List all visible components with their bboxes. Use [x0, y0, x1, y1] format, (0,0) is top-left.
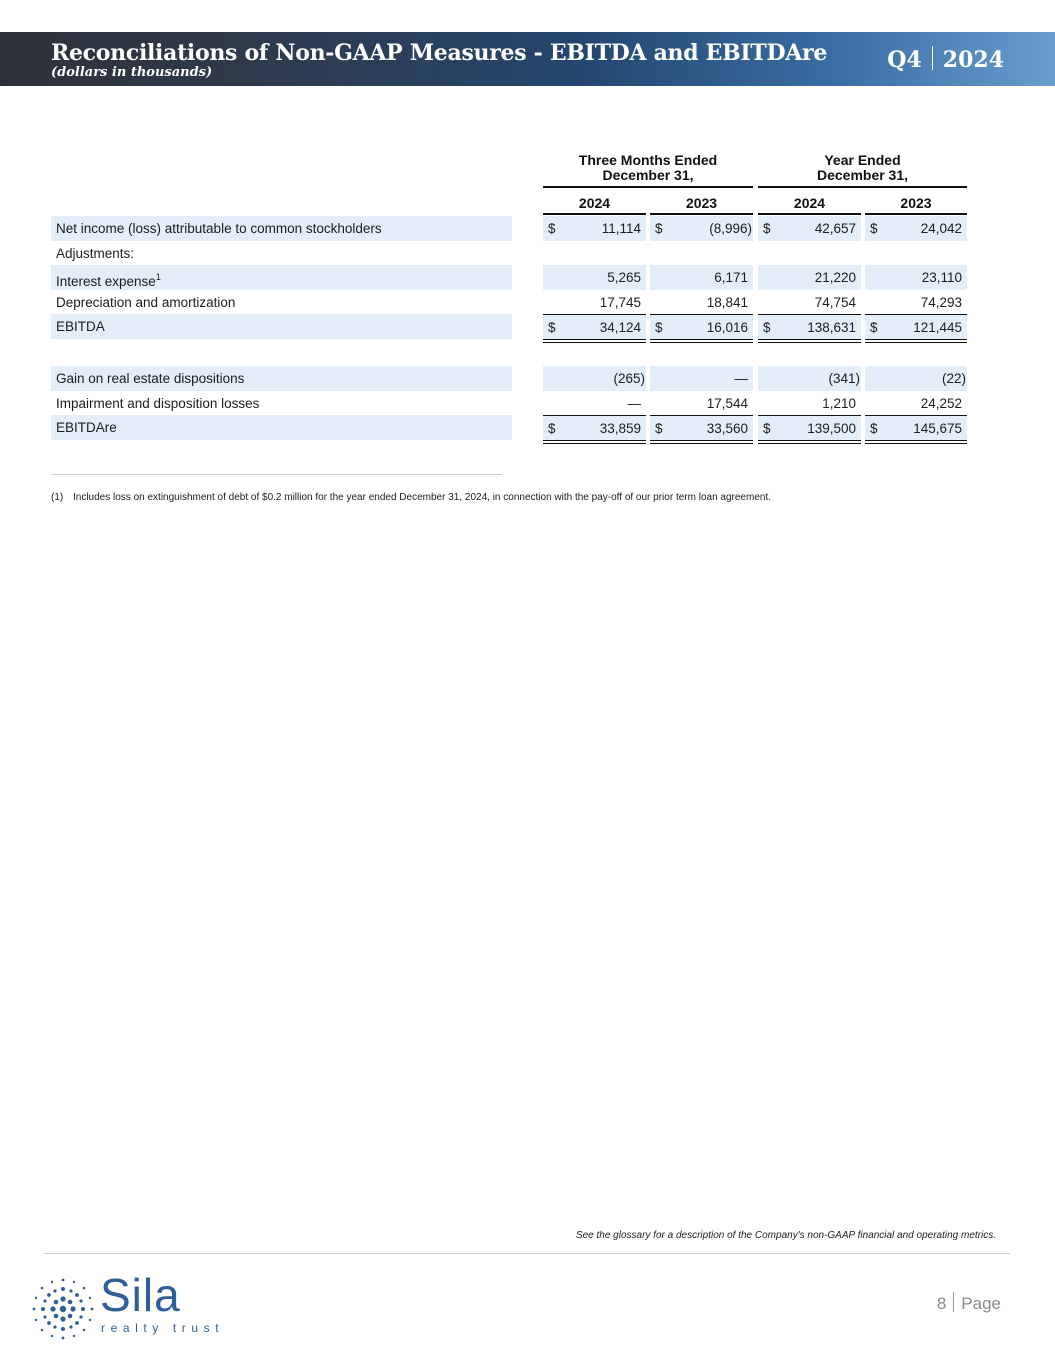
- value-cell: [758, 366, 861, 391]
- column-underline: [543, 213, 646, 215]
- value-cell: [865, 265, 967, 290]
- column-underline: [865, 213, 967, 215]
- value-cell: [865, 314, 967, 339]
- cell-value: 23,110: [921, 270, 962, 285]
- value-cell: [650, 391, 753, 416]
- group-header-line1: Year Ended: [824, 152, 901, 168]
- value-cell: [650, 366, 753, 391]
- value-cell: [758, 314, 861, 339]
- dollar-sign: $: [655, 421, 663, 436]
- value-cell: [758, 415, 861, 440]
- group-header-line2: December 31,: [816, 167, 909, 183]
- column-header-year: 2023: [685, 195, 718, 211]
- value-cell: [758, 391, 861, 416]
- value-cell: [543, 216, 646, 241]
- cell-value: 11,114: [601, 221, 641, 236]
- value-cell: [865, 391, 967, 416]
- value-cell: [650, 415, 753, 440]
- cell-value: 145,675: [913, 421, 962, 436]
- row-label: Adjustments:: [56, 246, 135, 261]
- table-row-ebitda: [0, 314, 1055, 339]
- row-label: EBITDA: [51, 314, 512, 339]
- cell-value: 24,042: [920, 221, 962, 236]
- dollar-sign: $: [548, 320, 556, 335]
- dollar-sign: $: [870, 320, 878, 335]
- group-header-line1: Three Months Ended: [578, 152, 718, 168]
- value-cell: [543, 366, 646, 391]
- cell-value: —: [627, 396, 641, 411]
- dollar-sign: $: [548, 221, 556, 236]
- dollar-sign: $: [763, 421, 771, 436]
- cell-value: (22): [941, 371, 966, 386]
- page-title: Reconciliations of Non-GAAP Measures - EBITDA and EBITDAre: [51, 40, 828, 66]
- cell-value: 21,220: [814, 270, 856, 285]
- dollar-sign: $: [763, 320, 771, 335]
- footnote-divider: [51, 474, 502, 475]
- footer-divider: [44, 1253, 1010, 1254]
- row-label: Depreciation and amortization: [56, 295, 236, 310]
- cell-value: 74,754: [814, 295, 856, 310]
- page-label: Page: [961, 1294, 1001, 1313]
- footnote-number: (1): [51, 492, 64, 503]
- cell-value: 33,560: [706, 421, 748, 436]
- glossary-note: See the glossary for a description of the Company's non-GAAP financial and operating metrics.: [575, 1230, 996, 1241]
- cell-value: 42,657: [814, 221, 856, 236]
- group-header-year-ended: [758, 153, 967, 183]
- row-label: Net income (loss) attributable to common stockholders: [51, 216, 512, 241]
- value-cell: [650, 290, 753, 315]
- cell-value: 16,016: [706, 320, 748, 335]
- period-divider: [932, 46, 933, 70]
- cell-value: 24,252: [920, 396, 962, 411]
- column-header-year: 2023: [900, 195, 932, 211]
- dollar-sign: $: [870, 421, 878, 436]
- value-cell: [758, 265, 861, 290]
- column-underline: [758, 213, 861, 215]
- page-number-value: 8: [936, 1294, 947, 1313]
- cell-value: 138,631: [807, 320, 856, 335]
- logo-wordmark: Sila: [100, 1269, 181, 1321]
- dollar-sign: $: [548, 421, 556, 436]
- footnote-text: Includes loss on extinguishment of debt of $0.2 million for the year ended December 31, 2024, in connection with the pay-off of our prior term loan agreement.: [73, 492, 771, 503]
- page-divider: [953, 1292, 954, 1312]
- row-label: EBITDAre: [51, 415, 512, 440]
- table-row-adjustments: [0, 241, 1055, 266]
- table-row-net-income: [0, 216, 1055, 241]
- cell-value: 1,210: [822, 396, 856, 411]
- group-header-line2: December 31,: [602, 167, 694, 183]
- cell-value: 121,445: [913, 320, 962, 335]
- cell-value: 139,500: [807, 421, 856, 436]
- dollar-sign: $: [763, 221, 771, 236]
- column-header-year: 2024: [793, 195, 826, 211]
- table-row-impairment: [0, 391, 1055, 416]
- cell-value: —: [734, 371, 748, 386]
- row-label: Impairment and disposition losses: [56, 396, 260, 411]
- table-row-interest-expense: [0, 265, 1055, 290]
- table-row-ebitdare: [0, 415, 1055, 440]
- column-underline: [650, 213, 753, 215]
- cell-value: (265): [613, 371, 645, 386]
- cell-value: 34,124: [599, 320, 641, 335]
- cell-value: 5,265: [607, 270, 641, 285]
- group-underline: [758, 186, 967, 188]
- table-row-depreciation: [0, 290, 1055, 315]
- value-cell: [543, 290, 646, 315]
- value-cell: [543, 265, 646, 290]
- footnote-marker: 1: [155, 272, 161, 282]
- group-underline: [543, 186, 753, 188]
- dollar-sign: $: [870, 221, 878, 236]
- cell-value: 17,544: [706, 396, 748, 411]
- value-cell: [758, 290, 861, 315]
- logo-tagline: realty trust: [101, 1321, 225, 1335]
- value-cell: [865, 415, 967, 440]
- column-header-year: 2024: [578, 195, 611, 211]
- row-label: Gain on real estate dispositions: [51, 366, 512, 391]
- row-label-text: Interest expense: [56, 274, 156, 289]
- dollar-sign: $: [655, 320, 663, 335]
- cell-value: 74,293: [920, 295, 962, 310]
- value-cell: [758, 216, 861, 241]
- value-cell: [543, 391, 646, 416]
- cell-value: 6,171: [714, 270, 748, 285]
- cell-value: 17,745: [599, 295, 641, 310]
- value-cell: [865, 290, 967, 315]
- period-label: [887, 46, 1004, 73]
- value-cell: [650, 314, 753, 339]
- cell-value: (341): [828, 371, 860, 386]
- cell-value: (8,996): [709, 221, 752, 236]
- value-cell: [543, 314, 646, 339]
- row-label: [51, 265, 512, 290]
- cell-value: 18,841: [706, 295, 748, 310]
- page-number: [937, 1292, 1001, 1314]
- page-subtitle: (dollars in thousands): [51, 65, 213, 80]
- value-cell: [650, 216, 753, 241]
- footnote: [51, 492, 771, 503]
- quarter-label: Q4: [887, 47, 922, 73]
- page-header-band: [0, 32, 1055, 86]
- value-cell: [865, 366, 967, 391]
- value-cell: [650, 265, 753, 290]
- group-header-three-months: [543, 153, 753, 183]
- table-row-gain-dispositions: [0, 366, 1055, 391]
- year-label: 2024: [942, 47, 1004, 73]
- cell-value: 33,859: [599, 421, 641, 436]
- value-cell: [543, 415, 646, 440]
- value-cell: [865, 216, 967, 241]
- dollar-sign: $: [655, 221, 663, 236]
